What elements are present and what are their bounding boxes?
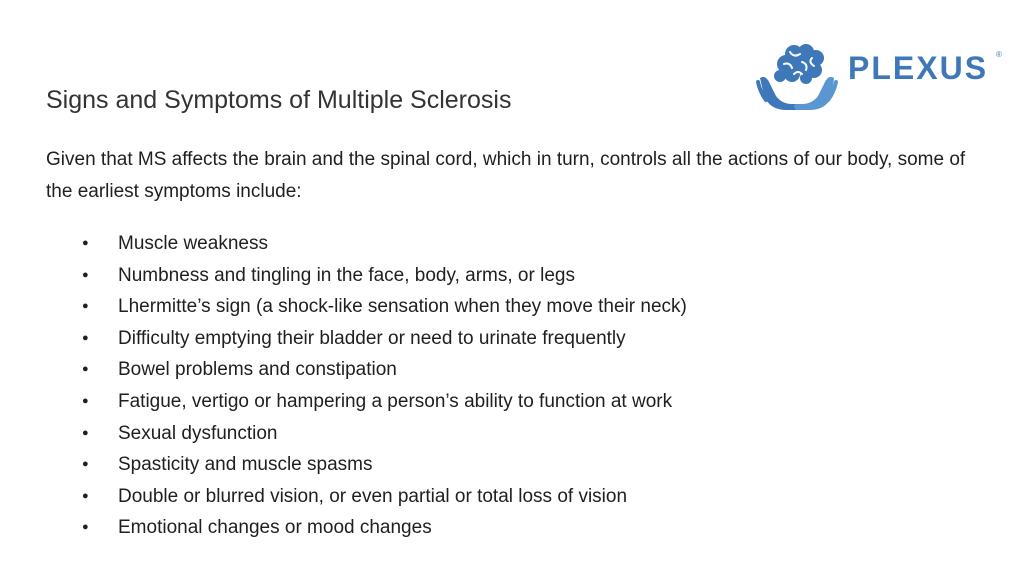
symptom-text: Numbness and tingling in the face, body, arms, or legs: [118, 264, 575, 286]
list-item: [46, 386, 687, 418]
list-item: [46, 449, 687, 481]
bullet-icon: ●: [82, 458, 89, 471]
bullet-icon: ●: [82, 331, 89, 344]
list-item: [46, 354, 687, 386]
list-item: [46, 323, 687, 355]
list-item: [46, 291, 687, 323]
intro-paragraph: Given that MS affects the brain and the spinal cord, which in turn, controls all the actions of our body, some of the earliest symptoms include:: [46, 149, 966, 202]
bullet-icon: ●: [82, 363, 89, 376]
bullet-icon: ●: [82, 521, 89, 534]
brain-in-hands-icon: [756, 38, 838, 114]
bullet-icon: ●: [82, 268, 89, 281]
bullet-icon: ●: [82, 237, 89, 249]
symptom-text: Difficulty emptying their bladder or need to urinate frequently: [118, 327, 626, 349]
symptom-text: Fatigue, vertigo or hampering a person’s ability to function at work: [118, 390, 673, 412]
symptom-text: Spasticity and muscle spasms: [118, 454, 373, 476]
list-item: [46, 512, 687, 544]
list-item: [46, 260, 687, 292]
bullet-icon: ●: [82, 489, 89, 502]
list-item: [46, 228, 687, 260]
plexus-logo: [756, 38, 1010, 114]
symptom-text: Emotional changes or mood changes: [118, 517, 432, 539]
symptom-list: [46, 228, 687, 544]
logo-wordmark: PLEXUS: [848, 50, 989, 86]
list-item: [46, 418, 687, 450]
symptom-text: Muscle weakness: [118, 233, 268, 254]
registered-mark: ®: [996, 50, 1002, 59]
symptom-text: Lhermitte’s sign (a shock-like sensation when they move their neck): [118, 296, 687, 318]
page-title: Signs and Symptoms of Multiple Sclerosis: [46, 86, 512, 114]
bullet-icon: ●: [82, 394, 89, 407]
bullet-icon: ●: [82, 426, 89, 439]
symptom-text: Double or blurred vision, or even partial or total loss of vision: [118, 485, 628, 507]
list-item: [46, 481, 687, 513]
symptom-text: Bowel problems and constipation: [118, 359, 397, 381]
bullet-icon: ●: [82, 300, 89, 313]
symptom-text: Sexual dysfunction: [118, 422, 278, 444]
